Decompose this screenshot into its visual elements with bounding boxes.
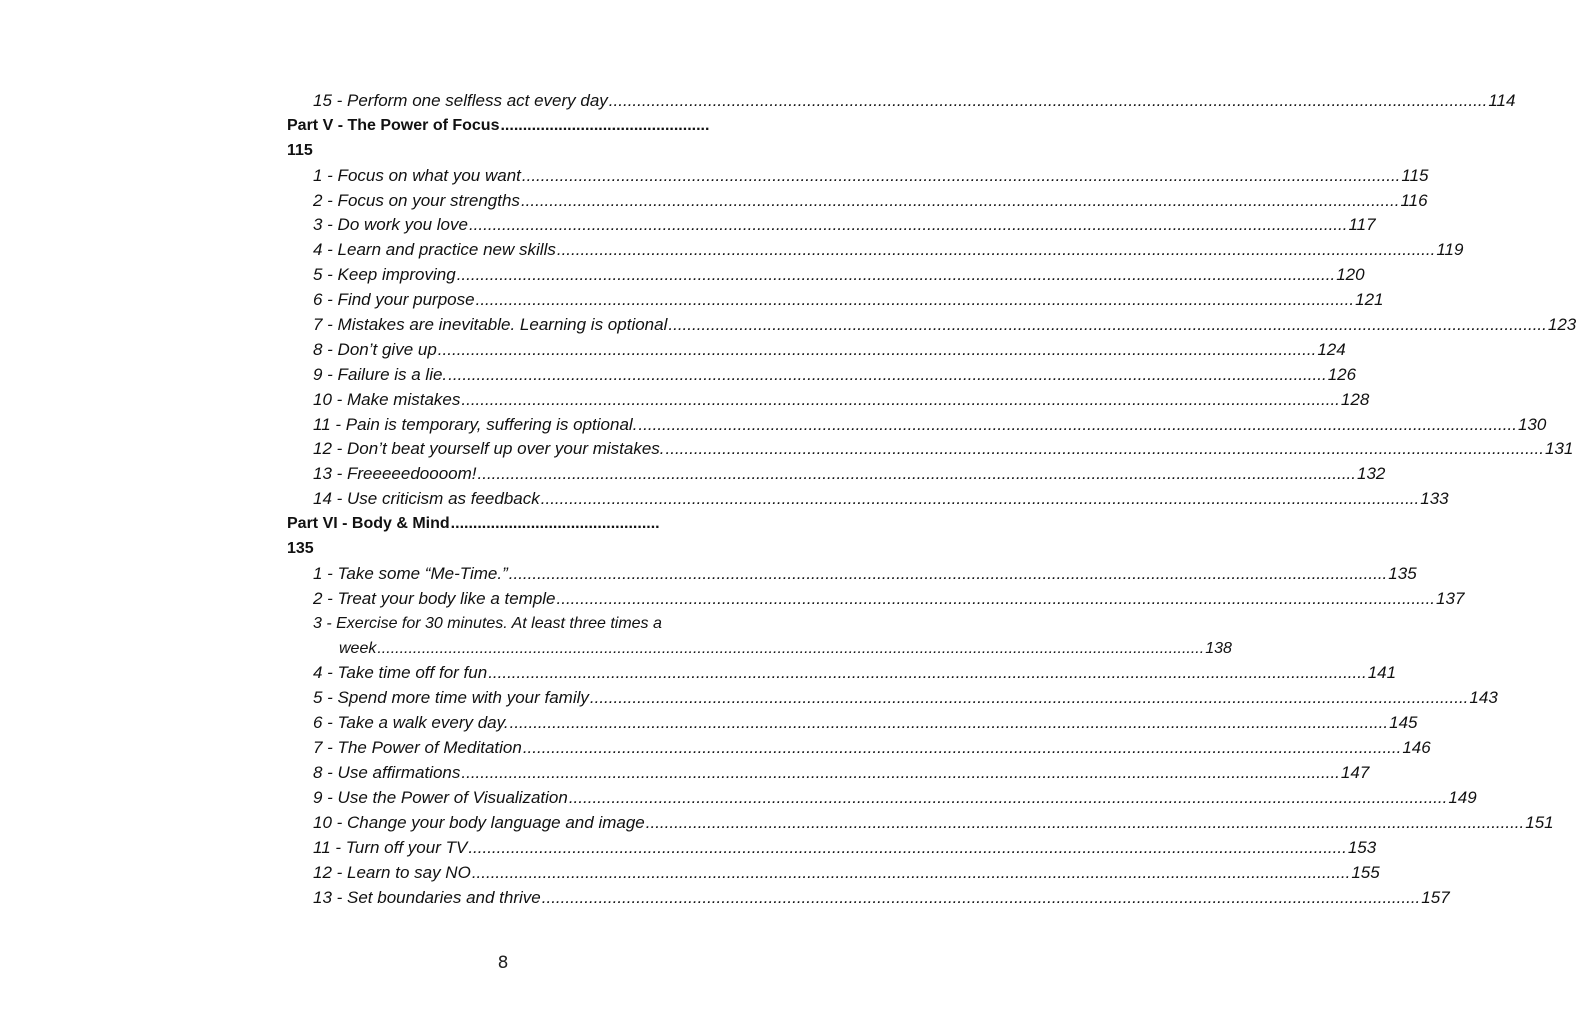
toc-entry-title: 14 - Use criticism as feedback	[313, 489, 540, 509]
toc-entry-title: 6 - Find your purpose	[313, 290, 475, 310]
toc-entry[interactable]	[287, 736, 1431, 761]
dot-leader	[510, 711, 1389, 736]
toc-entry-page: 147	[1340, 763, 1370, 783]
toc-entry[interactable]	[287, 487, 1449, 512]
toc-entry-title: 5 - Spend more time with your family	[313, 688, 589, 708]
toc-entry-title: 5 - Keep improving	[313, 265, 456, 285]
toc-entry[interactable]	[287, 587, 1465, 612]
toc-entry[interactable]	[287, 164, 1429, 189]
part-heading[interactable]	[287, 512, 743, 562]
toc-entry-page: 128	[1340, 389, 1370, 409]
toc-entry-title: 2 - Treat your body like a temple	[313, 588, 556, 608]
toc-entry[interactable]	[287, 288, 1384, 313]
toc-entry-page: 119	[1436, 240, 1464, 260]
toc-entry-title: 8 - Use affirmations	[313, 763, 461, 783]
dot-leader	[468, 836, 1347, 861]
dot-leader	[461, 761, 1340, 786]
toc-entry-title: 11 - Pain is temporary, suffering is optional.	[313, 414, 638, 434]
toc-entry[interactable]	[287, 661, 1397, 686]
part-heading[interactable]	[287, 114, 743, 164]
toc-entry-title: 7 - The Power of Meditation	[313, 738, 522, 758]
page-number: 8	[497, 953, 509, 973]
toc-entry[interactable]	[287, 562, 1417, 587]
toc-entry-page: 130	[1517, 414, 1547, 434]
part-page: 115	[287, 141, 313, 159]
dot-leader	[542, 886, 1421, 911]
toc-entry[interactable]	[287, 861, 1380, 886]
dot-leader	[476, 288, 1355, 313]
toc-entry-title: 4 - Take time off for fun	[313, 663, 488, 683]
dot-leader	[522, 164, 1401, 189]
dot-leader	[646, 811, 1525, 836]
dot-leader	[609, 89, 1488, 114]
toc-entry-title: 13 - Freeeeedoooom!	[313, 464, 477, 484]
toc-entry[interactable]	[287, 786, 1477, 811]
toc-entry-page: 120	[1336, 265, 1365, 285]
toc-entry-page: 123	[1547, 315, 1576, 335]
toc-entry[interactable]	[287, 462, 1386, 487]
dot-leader	[509, 562, 1388, 587]
toc-entry-title: 7 - Mistakes are inevitable. Learning is optional	[313, 315, 668, 335]
toc-entry-title: 15 - Perform one selfless act every day	[313, 91, 608, 110]
toc-entry-title: 12 - Don’t beat yourself up over your mistakes.	[313, 439, 665, 459]
toc-entry-title: 9 - Failure is a lie.	[313, 364, 448, 384]
toc-entry[interactable]	[287, 263, 1365, 288]
toc-entry[interactable]	[287, 213, 1376, 238]
dot-leader	[666, 437, 1545, 462]
part-page: 135	[287, 540, 314, 558]
dot-leader	[500, 114, 709, 139]
dot-leader	[461, 388, 1340, 413]
toc-entry-title: 10 - Make mistakes	[313, 389, 461, 409]
table-of-contents	[287, 89, 1576, 910]
toc-entry-title: 8 - Don’t give up	[313, 339, 437, 359]
dot-leader	[377, 637, 1204, 662]
toc-entry-page: 151	[1525, 812, 1554, 832]
part-title: Part V - The Power of Focus	[287, 116, 500, 134]
toc-entry[interactable]	[287, 811, 1554, 836]
dot-leader	[469, 213, 1348, 238]
toc-entry-page: 114	[1488, 91, 1516, 110]
toc-entry[interactable]	[287, 437, 1574, 462]
toc-entry-page: 146	[1402, 738, 1431, 758]
toc-entry-page: 133	[1420, 489, 1449, 509]
toc-entry-title: 13 - Set boundaries and thrive	[313, 887, 541, 907]
toc-entry-title-continued: week	[339, 639, 377, 657]
toc-entry[interactable]	[287, 388, 1370, 413]
dot-leader	[478, 462, 1357, 487]
dot-leader	[557, 587, 1436, 612]
dot-leader	[488, 661, 1367, 686]
dot-leader	[569, 786, 1448, 811]
toc-entry-page: 117	[1348, 215, 1376, 235]
toc-entry-title: 9 - Use the Power of Visualization	[313, 787, 568, 807]
toc-entry[interactable]	[287, 413, 1547, 438]
toc-entry-title: 12 - Learn to say NO	[313, 862, 471, 882]
toc-entry-title: 10 - Change your body language and image	[313, 812, 645, 832]
toc-entry-page: 143	[1469, 688, 1498, 708]
toc-entry-title: 11 - Turn off your TV	[313, 837, 468, 857]
dot-leader	[557, 238, 1436, 263]
toc-entry-page: 124	[1317, 339, 1346, 359]
toc-entry[interactable]	[287, 612, 1232, 662]
toc-entry-page: 155	[1351, 862, 1380, 882]
toc-entry-page: 132	[1357, 464, 1386, 484]
dot-leader	[590, 686, 1469, 711]
dot-leader	[541, 487, 1420, 512]
part-title: Part VI - Body & Mind	[287, 515, 450, 533]
toc-entry[interactable]	[287, 313, 1576, 338]
toc-entry-title: 1 - Take some “Me-Time.”	[313, 563, 508, 583]
toc-entry[interactable]	[287, 238, 1464, 263]
toc-entry-page: 135	[1388, 563, 1417, 583]
toc-entry-title: 3 - Do work you love	[313, 215, 468, 235]
toc-entry-page: 145	[1389, 713, 1418, 733]
toc-entry[interactable]	[287, 189, 1428, 214]
toc-entry-page: 138	[1205, 639, 1232, 657]
toc-entry-page: 149	[1448, 787, 1477, 807]
toc-entry[interactable]	[287, 886, 1450, 911]
toc-entry-page: 131	[1545, 439, 1574, 459]
toc-entry[interactable]	[287, 686, 1498, 711]
toc-entry[interactable]	[287, 338, 1346, 363]
toc-entry-page: 116	[1400, 190, 1428, 210]
toc-entry-page: 121	[1355, 290, 1384, 310]
toc-entry-title: 2 - Focus on your strengths	[313, 190, 520, 210]
dot-leader	[668, 313, 1547, 338]
toc-entry-title: 1 - Focus on what you want	[313, 165, 521, 185]
toc-entry[interactable]	[287, 363, 1357, 388]
toc-entry-page: 137	[1436, 588, 1465, 608]
toc-entry[interactable]	[287, 89, 1516, 114]
dot-leader	[521, 189, 1400, 214]
dot-leader	[457, 263, 1336, 288]
dot-leader	[438, 338, 1317, 363]
dot-leader	[638, 413, 1517, 438]
toc-entry-page: 126	[1327, 364, 1357, 384]
toc-entry-title: 6 - Take a walk every day.	[313, 713, 509, 733]
toc-entry[interactable]	[287, 761, 1370, 786]
toc-entry-title: 4 - Learn and practice new skills	[313, 240, 556, 260]
dot-leader	[523, 736, 1402, 761]
toc-entry[interactable]	[287, 711, 1418, 736]
toc-entry-page: 153	[1347, 837, 1377, 857]
dot-leader	[448, 363, 1327, 388]
toc-entry[interactable]	[287, 836, 1377, 861]
dot-leader	[472, 861, 1351, 886]
dot-leader	[451, 512, 660, 537]
toc-entry-page: 141	[1367, 663, 1397, 683]
toc-entry-title: 3 - Exercise for 30 minutes. At least three times a	[313, 614, 662, 632]
toc-entry-page: 157	[1421, 887, 1450, 907]
toc-entry-page: 115	[1401, 165, 1429, 185]
